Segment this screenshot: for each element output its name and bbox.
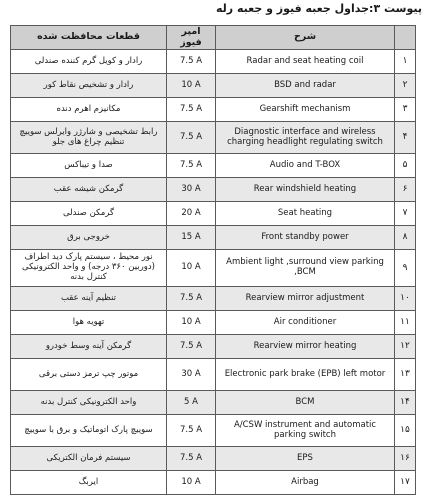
table-row: [11, 250, 416, 287]
row-number-cell: ۱۶: [395, 447, 416, 471]
description-cell: BSD and radar: [216, 74, 395, 98]
protected-circuit-cell: مکانیزم اهرم دنده: [11, 98, 167, 122]
table-row: [11, 391, 416, 415]
fuse-table: [10, 25, 416, 495]
table-row: [11, 50, 416, 74]
fuse-amp-cell: 7.5 A: [167, 287, 216, 311]
fuse-amp-cell: 10 A: [167, 250, 216, 287]
protected-circuit-cell: نور محیط ، سیستم پارک دید اطراف (دوربین ۳۶۰ درجه) و واحد الکترونیکی کنترل بدنه: [11, 250, 167, 287]
header-description: شرح: [216, 26, 395, 50]
table-row: [11, 98, 416, 122]
protected-circuit-cell: صدا و تیباکس: [11, 154, 167, 178]
header-fuse-amp: آمپر فیوز: [167, 26, 216, 50]
table-row: [11, 287, 416, 311]
row-number-cell: ۱۳: [395, 359, 416, 391]
protected-circuit-cell: موتور چپ ترمز دستی برقی: [11, 359, 167, 391]
row-number-cell: ۶: [395, 178, 416, 202]
row-number-cell: ۳: [395, 98, 416, 122]
fuse-amp-cell: 7.5 A: [167, 50, 216, 74]
row-number-cell: ۵: [395, 154, 416, 178]
row-number-cell: ۲: [395, 74, 416, 98]
fuse-amp-cell: 30 A: [167, 359, 216, 391]
table-row: [11, 154, 416, 178]
protected-circuit-cell: رادار و کویل گرم کننده صندلی: [11, 50, 167, 74]
table-row: [11, 202, 416, 226]
protected-circuit-cell: سیستم فرمان الکتریکی: [11, 447, 167, 471]
protected-circuit-cell: تنظیم آینه عقب: [11, 287, 167, 311]
row-number-cell: ۸: [395, 226, 416, 250]
protected-circuit-cell: تهویه هوا: [11, 311, 167, 335]
protected-circuit-cell: گرمکن صندلی: [11, 202, 167, 226]
table-row: [11, 122, 416, 154]
description-cell: Radar and seat heating coil: [216, 50, 395, 74]
table-row: [11, 74, 416, 98]
row-number-cell: ۱۰: [395, 287, 416, 311]
table-row: [11, 335, 416, 359]
table-row: [11, 447, 416, 471]
table-row: [11, 471, 416, 495]
table-row: [11, 226, 416, 250]
table-row: [11, 359, 416, 391]
fuse-amp-cell: 7.5 A: [167, 415, 216, 447]
description-cell: A/CSW instrument and automatic parking switch: [216, 415, 395, 447]
fuse-amp-cell: 10 A: [167, 471, 216, 495]
description-cell: Seat heating: [216, 202, 395, 226]
row-number-cell: ۱۵: [395, 415, 416, 447]
fuse-table-body: [11, 50, 416, 495]
fuse-amp-cell: 30 A: [167, 178, 216, 202]
fuse-amp-cell: 20 A: [167, 202, 216, 226]
fuse-amp-cell: 7.5 A: [167, 98, 216, 122]
protected-circuit-cell: گرمکن شیشه عقب: [11, 178, 167, 202]
description-cell: Rearview mirror heating: [216, 335, 395, 359]
row-number-cell: ۹: [395, 250, 416, 287]
fuse-amp-cell: 7.5 A: [167, 447, 216, 471]
description-cell: Front standby power: [216, 226, 395, 250]
description-cell: BCM: [216, 391, 395, 415]
row-number-cell: ۴: [395, 122, 416, 154]
header-number: [395, 26, 416, 50]
description-cell: Air conditioner: [216, 311, 395, 335]
fuse-amp-cell: 7.5 A: [167, 154, 216, 178]
description-cell: Airbag: [216, 471, 395, 495]
description-cell: Ambient light ,surround view parking ,BCM: [216, 250, 395, 287]
table-row: [11, 415, 416, 447]
table-row: [11, 311, 416, 335]
description-cell: Electronic park brake (EPB) left motor: [216, 359, 395, 391]
description-cell: EPS: [216, 447, 395, 471]
protected-circuit-cell: گرمکن آینه وسط خودرو: [11, 335, 167, 359]
row-number-cell: ۱۷: [395, 471, 416, 495]
fuse-amp-cell: 5 A: [167, 391, 216, 415]
protected-circuit-cell: رابط تشخیصی و شارژر وایرلس سوییچ تنظیم چراغ های جلو: [11, 122, 167, 154]
protected-circuit-cell: خروجی برق: [11, 226, 167, 250]
fuse-amp-cell: 7.5 A: [167, 122, 216, 154]
fuse-amp-cell: 15 A: [167, 226, 216, 250]
description-cell: Gearshift mechanism: [216, 98, 395, 122]
description-cell: Rearview mirror adjustment: [216, 287, 395, 311]
protected-circuit-cell: سوییچ پارک اتوماتیک و برق با سوییچ: [11, 415, 167, 447]
row-number-cell: ۱۴: [395, 391, 416, 415]
row-number-cell: ۱۱: [395, 311, 416, 335]
fuse-amp-cell: 7.5 A: [167, 335, 216, 359]
page-title: پیوست ۳:جداول جعبه فیوز و جعبه رله: [215, 2, 422, 15]
table-row: [11, 178, 416, 202]
header-protected-circuits: قطعات محافظت شده: [11, 26, 167, 50]
row-number-cell: ۷: [395, 202, 416, 226]
fuse-amp-cell: 10 A: [167, 311, 216, 335]
protected-circuit-cell: رادار و تشخیص نقاط کور: [11, 74, 167, 98]
description-cell: Audio and T-BOX: [216, 154, 395, 178]
row-number-cell: ۱۲: [395, 335, 416, 359]
table-header-row: [11, 26, 416, 50]
protected-circuit-cell: واحد الکترونیکی کنترل بدنه: [11, 391, 167, 415]
description-cell: Diagnostic interface and wireless charging headlight regulating switch: [216, 122, 395, 154]
row-number-cell: ۱: [395, 50, 416, 74]
protected-circuit-cell: ایربگ: [11, 471, 167, 495]
fuse-amp-cell: 10 A: [167, 74, 216, 98]
description-cell: Rear windshield heating: [216, 178, 395, 202]
